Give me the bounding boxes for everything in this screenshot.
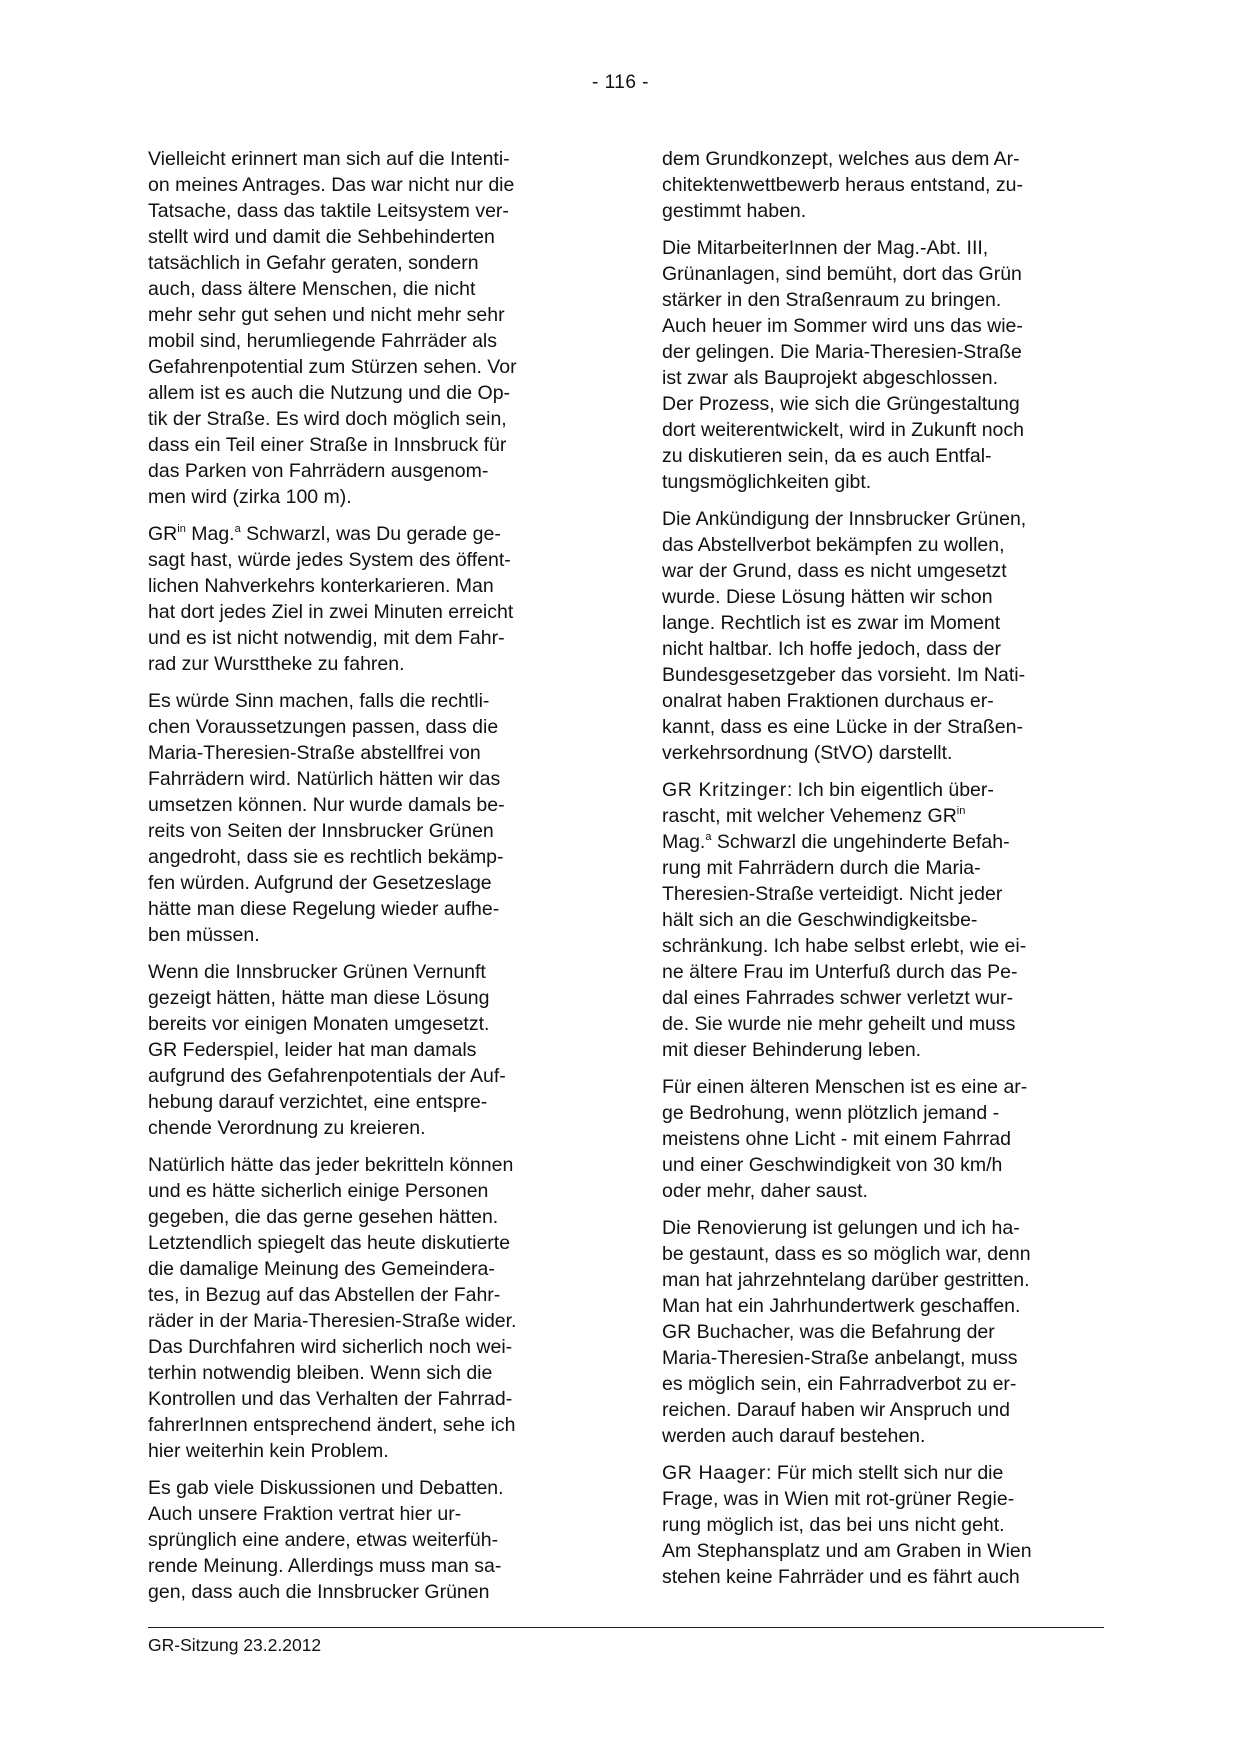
text-line: das Parken von Fahrrädern ausgenom- [148,460,489,482]
text-line: die damalige Meinung des Gemeindera- [148,1258,495,1280]
text-line: rad zur Wursttheke zu fahren. [148,653,405,675]
text-line: war der Grund, dass es nicht umgesetzt [662,560,1007,582]
text-line: hebung darauf verzichtet, eine entspre- [148,1091,488,1113]
text-line: es möglich sein, ein Fahrradverbot zu er- [662,1373,1017,1395]
text-line: Natürlich hätte das jeder bekritteln können [148,1154,514,1176]
paragraph [662,235,1102,495]
text-line: rung möglich ist, das bei uns nicht geht. [662,1514,1005,1536]
text-line: stehen keine Fahrräder und es fährt auch [662,1566,1020,1588]
text-line: Die MitarbeiterInnen der Mag.-Abt. III, [662,237,989,259]
paragraph [148,959,586,1141]
text-line: ist zwar als Bauprojekt abgeschlossen. [662,367,999,389]
text-line: Auch unsere Fraktion vertrat hier ur- [148,1503,462,1525]
text-fragment: : Für mich stellt sich nur die [766,1462,1004,1484]
footer-divider [148,1627,1104,1628]
paragraph [148,521,586,677]
text-line: ge Bedrohung, wenn plötzlich jemand - [662,1102,1000,1124]
text-line: nicht haltbar. Ich hoffe jedoch, dass der [662,638,1001,660]
text-line: Fahrrädern wird. Natürlich hätten wir das [148,768,501,790]
text-line: umsetzen können. Nur wurde damals be- [148,794,505,816]
text-line: Der Prozess, wie sich die Grüngestaltung [662,393,1020,415]
paragraph [148,146,586,510]
text-line: reits von Seiten der Innsbrucker Grünen [148,820,494,842]
text-line: stärker in den Straßenraum zu bringen. [662,289,1002,311]
text-line: wurde. Diese Lösung hätten wir schon [662,586,993,608]
text-fragment: Schwarzl die ungehinderte Befah- [716,831,1010,853]
text-line: GR Federspiel, leider hat man damals [148,1039,477,1061]
text-line: auch, dass ältere Menschen, die nicht [148,278,476,300]
text-line: meistens ohne Licht - mit einem Fahrrad [662,1128,1011,1150]
right-column [662,146,1102,1601]
text-line: tatsächlich in Gefahr geraten, sondern [148,252,479,274]
text-line: dort weiterentwickelt, wird in Zukunft noch [662,419,1024,441]
paragraph [662,1460,1102,1590]
text-line: Auch heuer im Sommer wird uns das wie- [662,315,1023,337]
text-line: terhin notwendig bleiben. Wenn sich die [148,1362,493,1384]
text-line: Letztendlich spiegelt das heute diskutierte [148,1232,511,1254]
text-line: gegeben, die das gerne gesehen hätten. [148,1206,499,1228]
text-line: mobil sind, herumliegende Fahrräder als [148,330,498,352]
text-line: sagt hast, würde jedes System des öffent- [148,549,511,571]
speaker-title: GR [148,523,178,545]
text-line: rende Meinung. Allerdings muss man sa- [148,1555,502,1577]
text-line: Theresien-Straße verteidigt. Nicht jeder [662,883,1003,905]
text-line: Wenn die Innsbrucker Grünen Vernunft [148,961,486,983]
text-line: dem Grundkonzept, welches aus dem Ar- [662,148,1020,170]
text-line: tik der Straße. Es wird doch möglich sein, [148,408,507,430]
paragraph [662,777,1102,1063]
text-line [662,1460,1102,1486]
text-line: Vielleicht erinnert man sich auf die Intenti- [148,148,510,170]
text-line: ben müssen. [148,924,260,946]
text-line: Es würde Sinn machen, falls die rechtli- [148,690,490,712]
text-line: gezeigt hätten, hätte man diese Lösung [148,987,490,1009]
paragraph [662,1074,1102,1204]
footer-session-date: GR-Sitzung 23.2.2012 [148,1635,322,1655]
text-line: ne ältere Frau im Unterfuß durch das Pe- [662,961,1018,983]
text-line: sprünglich eine andere, etwas weiterfüh- [148,1529,499,1551]
text-line: mehr sehr gut sehen und nicht mehr sehr [148,304,505,326]
text-line: der gelingen. Die Maria-Theresien-Straße [662,341,1022,363]
text-line: angedroht, dass sie es rechtlich bekämp- [148,846,504,868]
superscript: a [234,523,241,535]
text-line: de. Sie wurde nie mehr geheilt und muss [662,1013,1016,1035]
superscript: in [177,523,186,535]
text-line: Es gab viele Diskussionen und Debatten. [148,1477,504,1499]
text-line: Bundesgesetzgeber das vorsieht. Im Nati- [662,664,1026,686]
text-line: hätte man diese Regelung wieder aufhe- [148,898,500,920]
text-line: on meines Antrages. Das war nicht nur die [148,174,515,196]
text-line: tungsmöglichkeiten gibt. [662,471,872,493]
text-line: chende Verordnung zu kreieren. [148,1117,426,1139]
paragraph [662,506,1102,766]
text-line: und einer Geschwindigkeit von 30 km/h [662,1154,1003,1176]
text-fragment: Mag. [191,523,235,545]
text-line: Maria-Theresien-Straße abstellfrei von [148,742,481,764]
text-line: Maria-Theresien-Straße anbelangt, muss [662,1347,1018,1369]
text-line [662,829,1102,855]
text-line: hält sich an die Geschwindigkeitsbe- [662,909,978,931]
text-line: be gestaunt, dass es so möglich war, denn [662,1243,1031,1265]
text-line: fen würden. Aufgrund der Gesetzeslage [148,872,492,894]
text-line: Die Ankündigung der Innsbrucker Grünen, [662,508,1027,530]
text-line: reichen. Darauf haben wir Anspruch und [662,1399,1010,1421]
text-line: tes, in Bezug auf das Abstellen der Fahr- [148,1284,501,1306]
text-line: und es hätte sicherlich einige Personen [148,1180,489,1202]
text-line: hier weiterhin kein Problem. [148,1440,389,1462]
text-line: und es ist nicht notwendig, mit dem Fahr- [148,627,505,649]
text-line: bereits vor einigen Monaten umgesetzt. [148,1013,490,1035]
paragraph [148,1152,586,1464]
superscript: in [956,805,966,817]
text-line: rung mit Fahrrädern durch die Maria- [662,857,981,879]
text-line: dal eines Fahrrades schwer verletzt wur- [662,987,1014,1009]
text-fragment: Schwarzl, was Du gerade ge- [246,523,501,545]
text-line: Grünanlagen, sind bemüht, dort das Grün [662,263,1022,285]
page-number: - 116 - [591,72,649,93]
text-fragment: Mag. [662,831,706,853]
text-line [662,777,1102,803]
text-fragment: : Ich bin eigentlich über- [786,779,994,801]
paragraph [148,688,586,948]
text-line: verkehrsordnung (StVO) darstellt. [662,742,953,764]
text-line: chen Voraussetzungen passen, dass die [148,716,499,738]
speaker-name: GR Haager [662,1462,767,1484]
text-line: Die Renovierung ist gelungen und ich ha- [662,1217,1020,1239]
text-line: Kontrollen und das Verhalten der Fahrrad- [148,1388,513,1410]
text-line: zu diskutieren sein, da es auch Entfal- [662,445,992,467]
text-line: stellt wird und damit die Sehbehinderten [148,226,495,248]
paragraph [662,146,1102,224]
text-line: werden auch darauf bestehen. [662,1425,926,1447]
text-fragment: rascht, mit welcher Vehemenz GR [662,805,957,827]
text-line: gestimmt haben. [662,200,807,222]
text-line: fahrerInnen entsprechend ändert, sehe ich [148,1414,516,1436]
left-column [148,146,586,1616]
text-line: das Abstellverbot bekämpfen zu wollen, [662,534,1005,556]
text-line: Tatsache, dass das taktile Leitsystem ver- [148,200,509,222]
text-line: men wird (zirka 100 m). [148,486,352,508]
text-line: lange. Rechtlich ist es zwar im Moment [662,612,1001,634]
speaker-name: GR Kritzinger [662,779,787,801]
text-line: oder mehr, daher saust. [662,1180,868,1202]
text-line: schränkung. Ich habe selbst erlebt, wie ei- [662,935,1027,957]
text-line: dass ein Teil einer Straße in Innsbruck für [148,434,507,456]
text-line: hat dort jedes Ziel in zwei Minuten erreicht [148,601,514,623]
text-line: man hat jahrzehntelang darüber gestritten. [662,1269,1030,1291]
text-line: allem ist es auch die Nutzung und die Op- [148,382,511,404]
text-line: aufgrund des Gefahrenpotentials der Auf- [148,1065,506,1087]
text-line [148,521,586,547]
text-line: Man hat ein Jahrhundertwerk geschaffen. [662,1295,1021,1317]
text-line: Gefahrenpotential zum Stürzen sehen. Vor [148,356,517,378]
text-line: onalrat haben Fraktionen durchaus er- [662,690,994,712]
text-line: Am Stephansplatz und am Graben in Wien [662,1540,1032,1562]
text-line: mit dieser Behinderung leben. [662,1039,922,1061]
text-line: Das Durchfahren wird sicherlich noch wei- [148,1336,513,1358]
text-line: lichen Nahverkehrs konterkarieren. Man [148,575,494,597]
text-line: Frage, was in Wien mit rot-grüner Regie- [662,1488,1015,1510]
text-line: Für einen älteren Menschen ist es eine ar- [662,1076,1028,1098]
text-line: kannt, dass es eine Lücke in der Straßen- [662,716,1023,738]
superscript: a [705,831,712,843]
paragraph [148,1475,586,1605]
text-line [662,803,1102,829]
text-line: chitektenwettbewerb heraus entstand, zu- [662,174,1023,196]
text-line: gen, dass auch die Innsbrucker Grünen [148,1581,490,1603]
paragraph [662,1215,1102,1449]
text-line: räder in der Maria-Theresien-Straße wider. [148,1310,517,1332]
text-line: GR Buchacher, was die Befahrung der [662,1321,995,1343]
